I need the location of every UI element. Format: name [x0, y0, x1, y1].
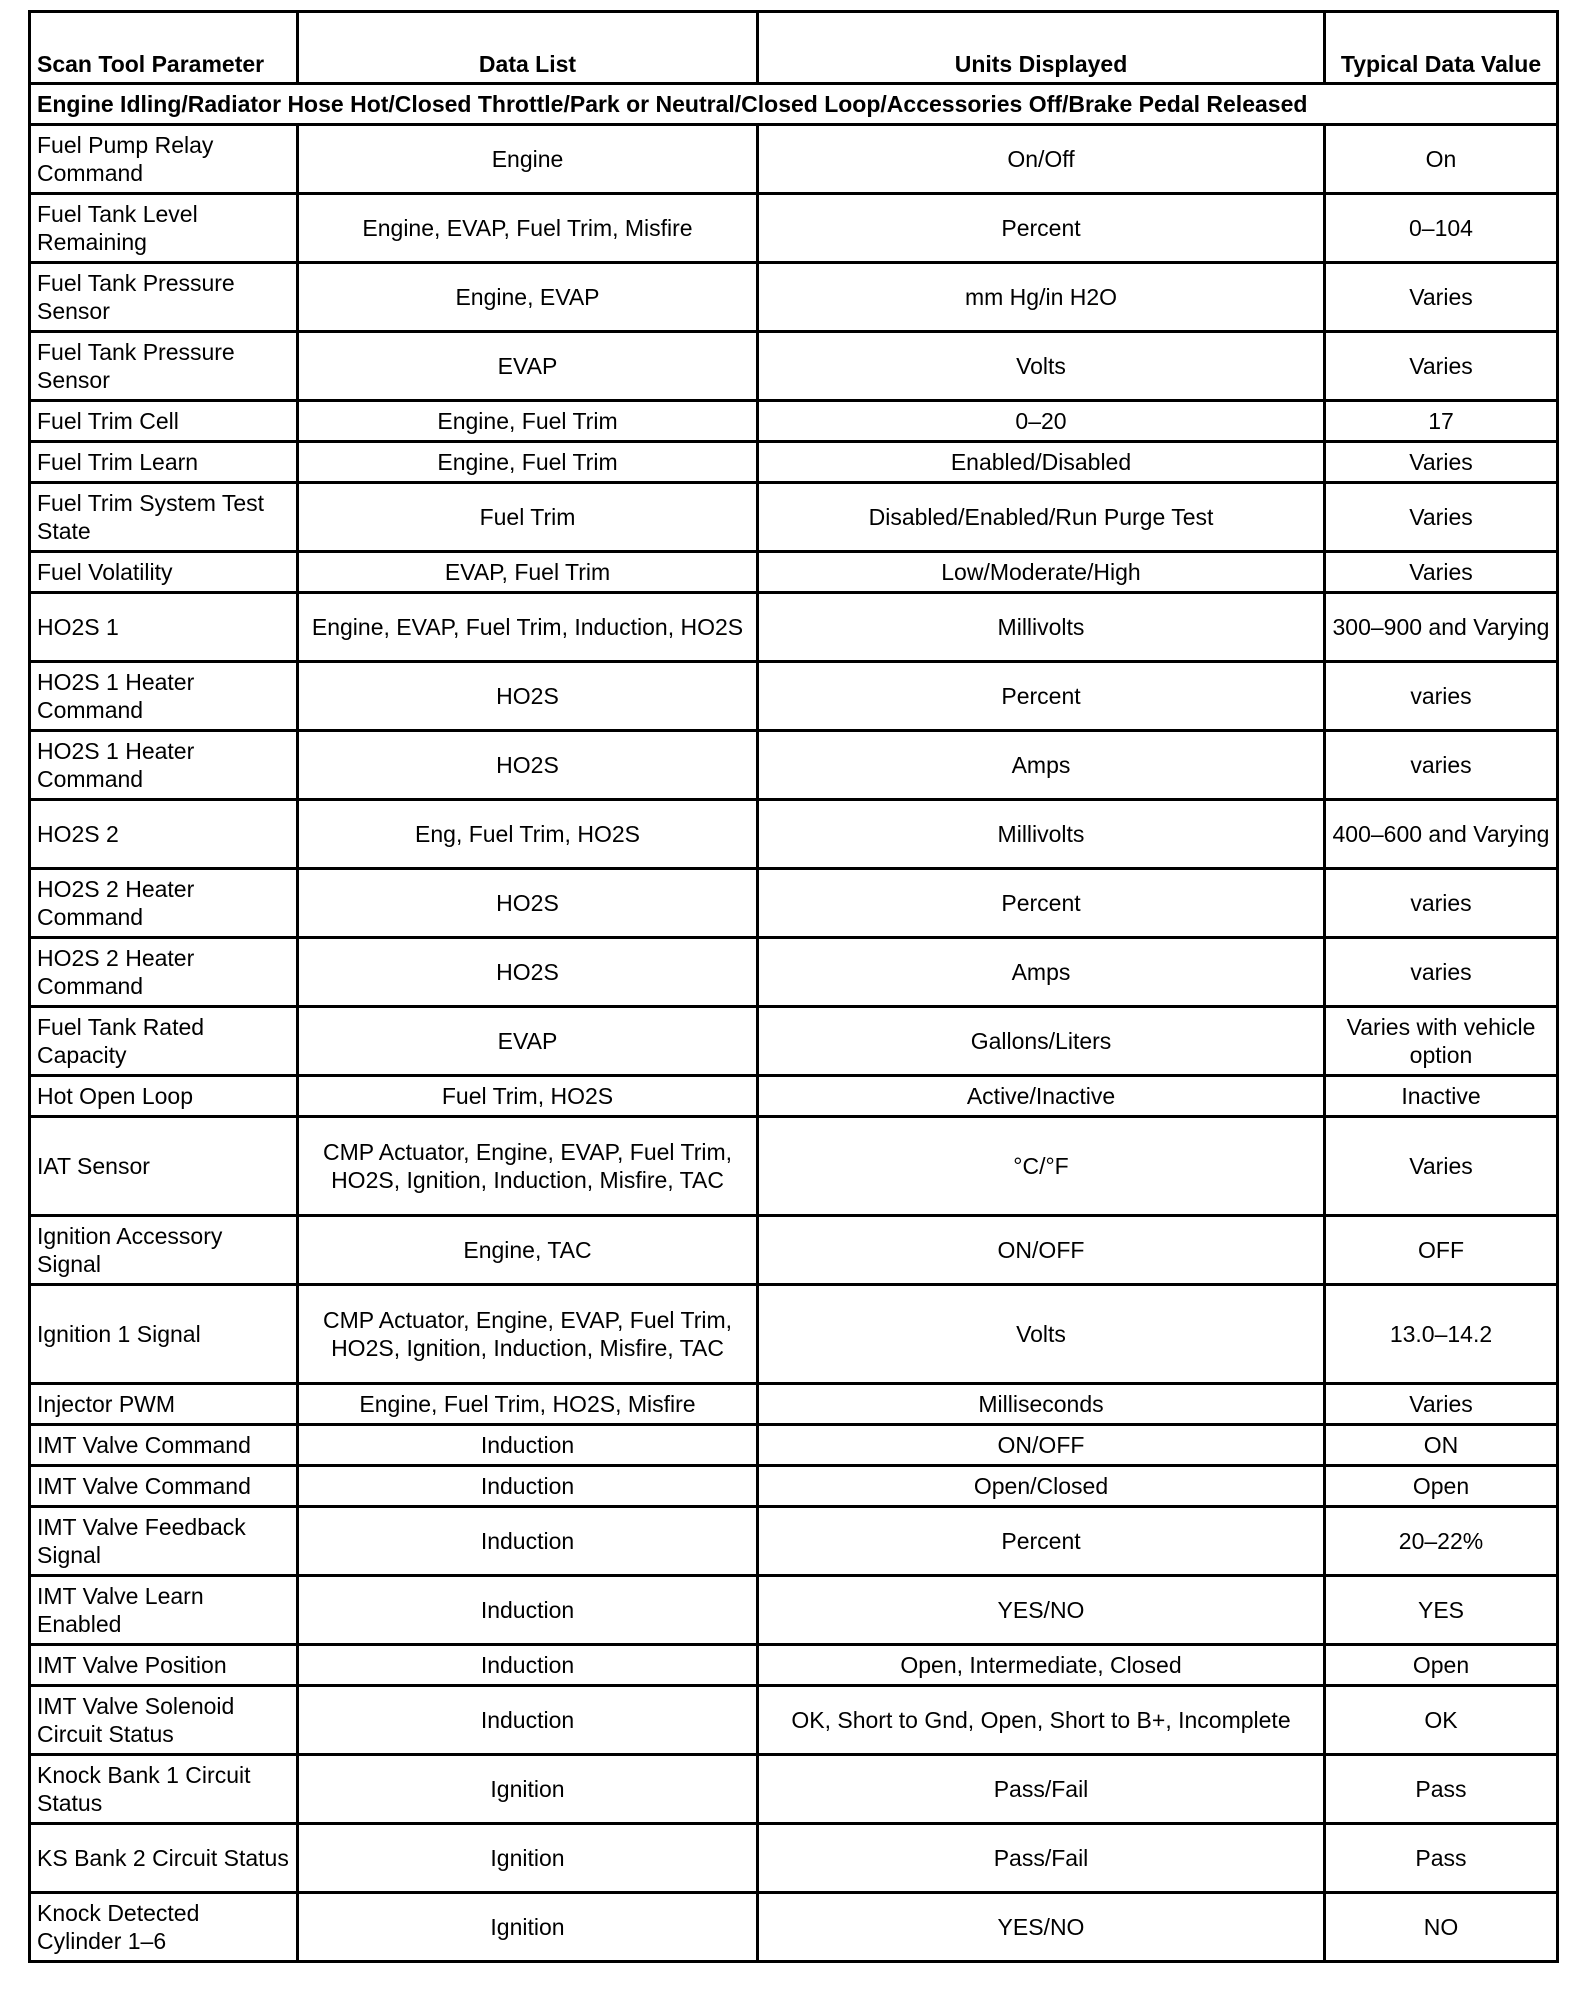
data-list-cell: Induction [298, 1576, 758, 1645]
param-cell: Knock Detected Cylinder 1–6 [30, 1893, 298, 1962]
units-cell: Amps [758, 938, 1325, 1007]
param-cell: IMT Valve Feedback Signal [30, 1507, 298, 1576]
units-cell: Low/Moderate/High [758, 552, 1325, 593]
param-cell: Fuel Trim Learn [30, 442, 298, 483]
typical-value-cell: Varies [1325, 442, 1558, 483]
param-cell: HO2S 2 Heater Command [30, 869, 298, 938]
param-cell: Fuel Tank Level Remaining [30, 194, 298, 263]
data-list-cell: Ignition [298, 1755, 758, 1824]
data-list-cell: Induction [298, 1425, 758, 1466]
table-row [30, 263, 1558, 332]
data-list-cell: EVAP [298, 332, 758, 401]
data-list-cell: HO2S [298, 731, 758, 800]
param-cell: Knock Bank 1 Circuit Status [30, 1755, 298, 1824]
units-cell: Percent [758, 1507, 1325, 1576]
table-row [30, 1285, 1558, 1384]
units-cell: Open, Intermediate, Closed [758, 1645, 1325, 1686]
typical-value-cell: varies [1325, 731, 1558, 800]
data-list-cell: CMP Actuator, Engine, EVAP, Fuel Trim, HO2S, Ignition, Induction, Misfire, TAC [298, 1117, 758, 1216]
table-row [30, 442, 1558, 483]
data-list-cell: Ignition [298, 1824, 758, 1893]
param-cell: Injector PWM [30, 1384, 298, 1425]
table-row [30, 800, 1558, 869]
typical-value-cell: Open [1325, 1466, 1558, 1507]
table-row [30, 1576, 1558, 1645]
units-cell: Volts [758, 332, 1325, 401]
typical-value-cell: Open [1325, 1645, 1558, 1686]
param-cell: IMT Valve Learn Enabled [30, 1576, 298, 1645]
units-cell: YES/NO [758, 1576, 1325, 1645]
units-cell: Milliseconds [758, 1384, 1325, 1425]
operating-condition-row [30, 84, 1558, 125]
typical-value-cell: varies [1325, 662, 1558, 731]
typical-value-cell: YES [1325, 1576, 1558, 1645]
table-row [30, 125, 1558, 194]
typical-value-cell: Pass [1325, 1755, 1558, 1824]
typical-value-cell: Inactive [1325, 1076, 1558, 1117]
typical-value-cell: varies [1325, 869, 1558, 938]
param-cell: Fuel Pump Relay Command [30, 125, 298, 194]
table-row [30, 1507, 1558, 1576]
param-cell: Fuel Trim Cell [30, 401, 298, 442]
units-cell: Disabled/Enabled/Run Purge Test [758, 483, 1325, 552]
units-cell: 0–20 [758, 401, 1325, 442]
param-cell: IMT Valve Command [30, 1466, 298, 1507]
typical-value-cell: Varies [1325, 263, 1558, 332]
units-cell: Millivolts [758, 800, 1325, 869]
units-cell: °C/°F [758, 1117, 1325, 1216]
data-list-cell: CMP Actuator, Engine, EVAP, Fuel Trim, HO2S, Ignition, Induction, Misfire, TAC [298, 1285, 758, 1384]
table-row [30, 1893, 1558, 1962]
data-list-cell: Induction [298, 1645, 758, 1686]
table-row [30, 1686, 1558, 1755]
table-row [30, 731, 1558, 800]
typical-value-cell: 17 [1325, 401, 1558, 442]
table-row [30, 1216, 1558, 1285]
typical-value-cell: 13.0–14.2 [1325, 1285, 1558, 1384]
data-list-cell: EVAP, Fuel Trim [298, 552, 758, 593]
units-cell: ON/OFF [758, 1216, 1325, 1285]
units-cell: Percent [758, 662, 1325, 731]
data-list-cell: Engine, EVAP, Fuel Trim, Induction, HO2S [298, 593, 758, 662]
table-row [30, 1076, 1558, 1117]
param-cell: Fuel Tank Pressure Sensor [30, 263, 298, 332]
data-list-cell: Engine, Fuel Trim [298, 442, 758, 483]
typical-value-cell: OFF [1325, 1216, 1558, 1285]
units-cell: Active/Inactive [758, 1076, 1325, 1117]
data-list-cell: Engine, EVAP [298, 263, 758, 332]
table-row [30, 1425, 1558, 1466]
typical-value-cell: On [1325, 125, 1558, 194]
typical-value-cell: Varies [1325, 483, 1558, 552]
data-list-cell: HO2S [298, 662, 758, 731]
typical-value-cell: 20–22% [1325, 1507, 1558, 1576]
table-row [30, 332, 1558, 401]
header-units-displayed: Units Displayed [758, 12, 1325, 84]
data-list-cell: Engine [298, 125, 758, 194]
units-cell: Enabled/Disabled [758, 442, 1325, 483]
param-cell: KS Bank 2 Circuit Status [30, 1824, 298, 1893]
param-cell: HO2S 1 Heater Command [30, 662, 298, 731]
data-list-cell: Engine, EVAP, Fuel Trim, Misfire [298, 194, 758, 263]
typical-value-cell: Varies [1325, 1384, 1558, 1425]
data-list-cell: Induction [298, 1686, 758, 1755]
data-list-cell: Fuel Trim, HO2S [298, 1076, 758, 1117]
typical-value-cell: varies [1325, 938, 1558, 1007]
data-list-cell: Ignition [298, 1893, 758, 1962]
table-row [30, 552, 1558, 593]
param-cell: IMT Valve Position [30, 1645, 298, 1686]
param-cell: Ignition Accessory Signal [30, 1216, 298, 1285]
header-data-list: Data List [298, 12, 758, 84]
typical-value-cell: Pass [1325, 1824, 1558, 1893]
data-list-cell: Fuel Trim [298, 483, 758, 552]
param-cell: HO2S 2 Heater Command [30, 938, 298, 1007]
param-cell: IMT Valve Solenoid Circuit Status [30, 1686, 298, 1755]
data-list-cell: Eng, Fuel Trim, HO2S [298, 800, 758, 869]
units-cell: YES/NO [758, 1893, 1325, 1962]
typical-value-cell: OK [1325, 1686, 1558, 1755]
table-row [30, 869, 1558, 938]
units-cell: Percent [758, 869, 1325, 938]
param-cell: Fuel Trim System Test State [30, 483, 298, 552]
units-cell: mm Hg/in H2O [758, 263, 1325, 332]
data-list-cell: HO2S [298, 938, 758, 1007]
param-cell: Fuel Tank Pressure Sensor [30, 332, 298, 401]
header-scan-tool-parameter: Scan Tool Parameter [30, 12, 298, 84]
typical-value-cell: Varies [1325, 552, 1558, 593]
table-header-row [30, 12, 1558, 84]
table-row [30, 1466, 1558, 1507]
data-list-cell: HO2S [298, 869, 758, 938]
data-list-cell: Engine, TAC [298, 1216, 758, 1285]
units-cell: Open/Closed [758, 1466, 1325, 1507]
header-typical-data-value: Typical Data Value [1325, 12, 1558, 84]
table-row [30, 662, 1558, 731]
param-cell: Fuel Volatility [30, 552, 298, 593]
table-row [30, 938, 1558, 1007]
table-row [30, 401, 1558, 442]
table-row [30, 1384, 1558, 1425]
table-row [30, 1645, 1558, 1686]
param-cell: IAT Sensor [30, 1117, 298, 1216]
table-row [30, 593, 1558, 662]
operating-condition: Engine Idling/Radiator Hose Hot/Closed Throttle/Park or Neutral/Closed Loop/Accessories Off/Brake Pedal Released [30, 84, 1558, 125]
table-row [30, 1007, 1558, 1076]
scan-tool-data-table [28, 10, 1559, 1963]
units-cell: OK, Short to Gnd, Open, Short to B+, Incomplete [758, 1686, 1325, 1755]
param-cell: HO2S 1 [30, 593, 298, 662]
table-row [30, 194, 1558, 263]
param-cell: HO2S 1 Heater Command [30, 731, 298, 800]
units-cell: Millivolts [758, 593, 1325, 662]
table-row [30, 1117, 1558, 1216]
units-cell: Gallons/Liters [758, 1007, 1325, 1076]
typical-value-cell: 300–900 and Varying [1325, 593, 1558, 662]
typical-value-cell: Varies [1325, 332, 1558, 401]
param-cell: Fuel Tank Rated Capacity [30, 1007, 298, 1076]
table-row [30, 483, 1558, 552]
data-list-cell: Induction [298, 1507, 758, 1576]
units-cell: Volts [758, 1285, 1325, 1384]
typical-value-cell: Varies [1325, 1117, 1558, 1216]
param-cell: Ignition 1 Signal [30, 1285, 298, 1384]
units-cell: Amps [758, 731, 1325, 800]
table-body [30, 84, 1558, 1962]
table-row [30, 1755, 1558, 1824]
data-list-cell: Engine, Fuel Trim, HO2S, Misfire [298, 1384, 758, 1425]
param-cell: IMT Valve Command [30, 1425, 298, 1466]
units-cell: On/Off [758, 125, 1325, 194]
units-cell: Percent [758, 194, 1325, 263]
data-list-cell: Engine, Fuel Trim [298, 401, 758, 442]
param-cell: HO2S 2 [30, 800, 298, 869]
units-cell: Pass/Fail [758, 1824, 1325, 1893]
typical-value-cell: 400–600 and Varying [1325, 800, 1558, 869]
units-cell: ON/OFF [758, 1425, 1325, 1466]
typical-value-cell: ON [1325, 1425, 1558, 1466]
data-list-cell: Induction [298, 1466, 758, 1507]
units-cell: Pass/Fail [758, 1755, 1325, 1824]
typical-value-cell: NO [1325, 1893, 1558, 1962]
table-row [30, 1824, 1558, 1893]
typical-value-cell: 0–104 [1325, 194, 1558, 263]
param-cell: Hot Open Loop [30, 1076, 298, 1117]
typical-value-cell: Varies with vehicle option [1325, 1007, 1558, 1076]
data-list-cell: EVAP [298, 1007, 758, 1076]
